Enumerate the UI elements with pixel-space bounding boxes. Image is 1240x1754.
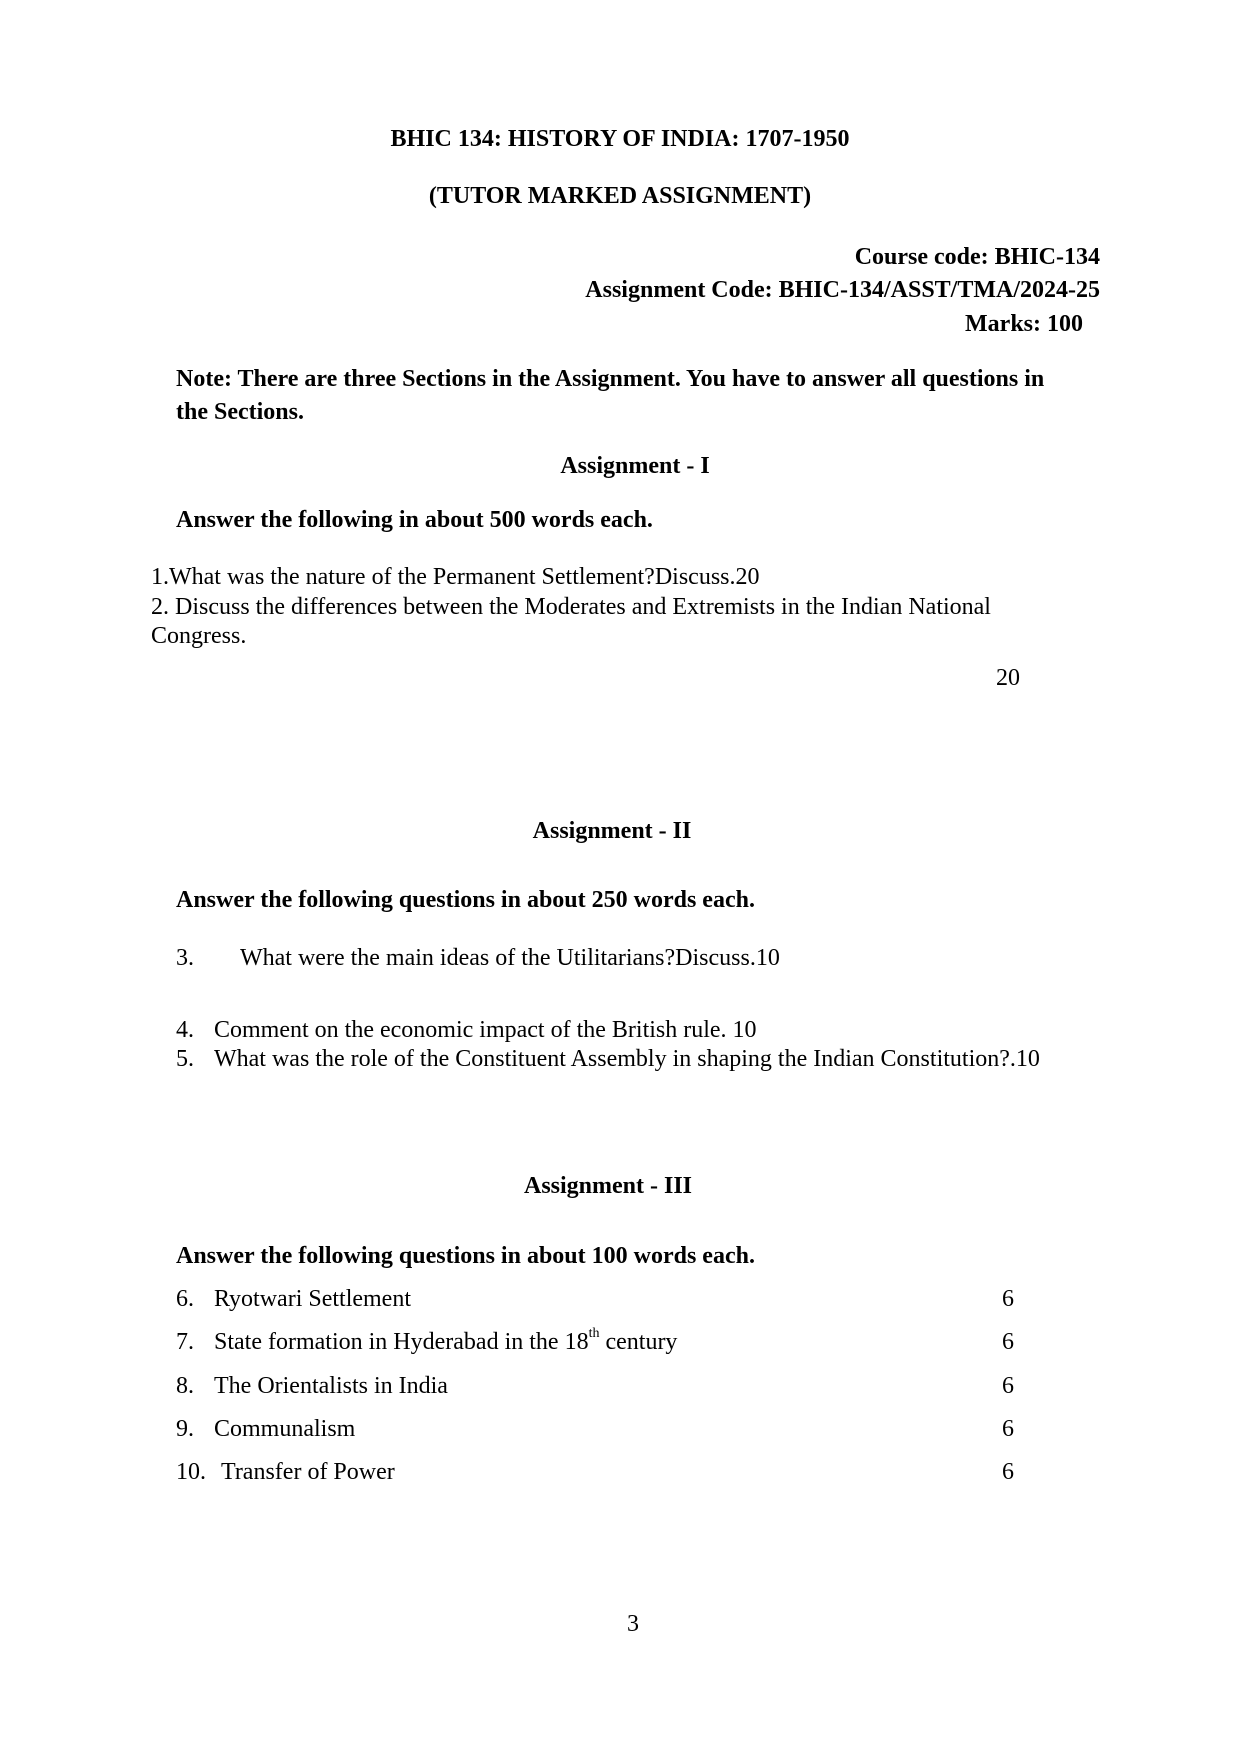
question-text: Ryotwari Settlement <box>214 1286 412 1312</box>
assignment-code: Assignment Code: BHIC-134/ASST/TMA/2024-25 <box>585 277 1100 303</box>
question-2-marks: 20 <box>996 665 1020 691</box>
section-heading-2: Assignment - II <box>532 818 692 844</box>
question-9-marks: 6 <box>1002 1416 1014 1442</box>
question-5 <box>176 1047 1040 1071</box>
question-number: 10. <box>176 1459 206 1485</box>
total-marks: Marks: 100 <box>965 311 1083 337</box>
note-line-2: the Sections. <box>176 399 304 425</box>
section-instruction-2: Answer the following questions in about 250 words each. <box>176 887 755 913</box>
question-10-marks: 6 <box>1002 1459 1014 1485</box>
question-number: 7. <box>176 1329 194 1355</box>
question-number: 8. <box>176 1373 194 1399</box>
course-code: Course code: BHIC-134 <box>854 244 1100 270</box>
question-number: 4. <box>176 1017 194 1043</box>
question-number: 3. <box>176 945 194 971</box>
question-text: What was the role of the Constituent Assembly in shaping the Indian Constitution?.10 <box>214 1046 1040 1072</box>
question-number: 5. <box>176 1046 194 1072</box>
section-heading-3: Assignment - III <box>523 1173 693 1199</box>
question-6 <box>176 1287 411 1311</box>
question-9 <box>176 1417 355 1441</box>
document-title: BHIC 134: HISTORY OF INDIA: 1707-1950 <box>390 126 850 152</box>
question-8 <box>176 1374 448 1398</box>
question-number: 9. <box>176 1416 194 1442</box>
question-8-marks: 6 <box>1002 1373 1014 1399</box>
question-2-line-1: 2. Discuss the differences between the Moderates and Extremists in the Indian National <box>151 594 991 620</box>
section-heading-1: Assignment - I <box>560 453 710 479</box>
note-line-1: Note: There are three Sections in the Assignment. You have to answer all questions in <box>176 366 1045 392</box>
question-2-line-2: Congress. <box>151 623 247 649</box>
question-text: The Orientalists in India <box>214 1373 448 1399</box>
question-1: 1.What was the nature of the Permanent Settlement?Discuss.20 <box>151 564 760 590</box>
document-subtitle: (TUTOR MARKED ASSIGNMENT) <box>428 183 812 209</box>
ordinal-superscript: th <box>588 1326 600 1341</box>
page-number: 3 <box>627 1611 639 1637</box>
section-instruction-3: Answer the following questions in about 100 words each. <box>176 1243 755 1269</box>
question-10 <box>176 1460 395 1484</box>
question-7-marks: 6 <box>1002 1329 1014 1355</box>
question-7 <box>176 1326 678 1355</box>
question-text: What were the main ideas of the Utilitarians?Discuss.10 <box>240 945 780 971</box>
question-text: Communalism <box>214 1416 356 1442</box>
question-text-suffix: century <box>599 1329 678 1355</box>
question-6-marks: 6 <box>1002 1286 1014 1312</box>
question-3 <box>176 946 780 970</box>
question-number: 6. <box>176 1286 194 1312</box>
question-text: Transfer of Power <box>221 1459 395 1485</box>
question-4 <box>176 1018 757 1042</box>
question-text: Comment on the economic impact of the British rule. 10 <box>214 1017 757 1043</box>
section-instruction-1: Answer the following in about 500 words each. <box>176 507 653 533</box>
question-text: State formation in Hyderabad in the 18 <box>214 1329 589 1355</box>
